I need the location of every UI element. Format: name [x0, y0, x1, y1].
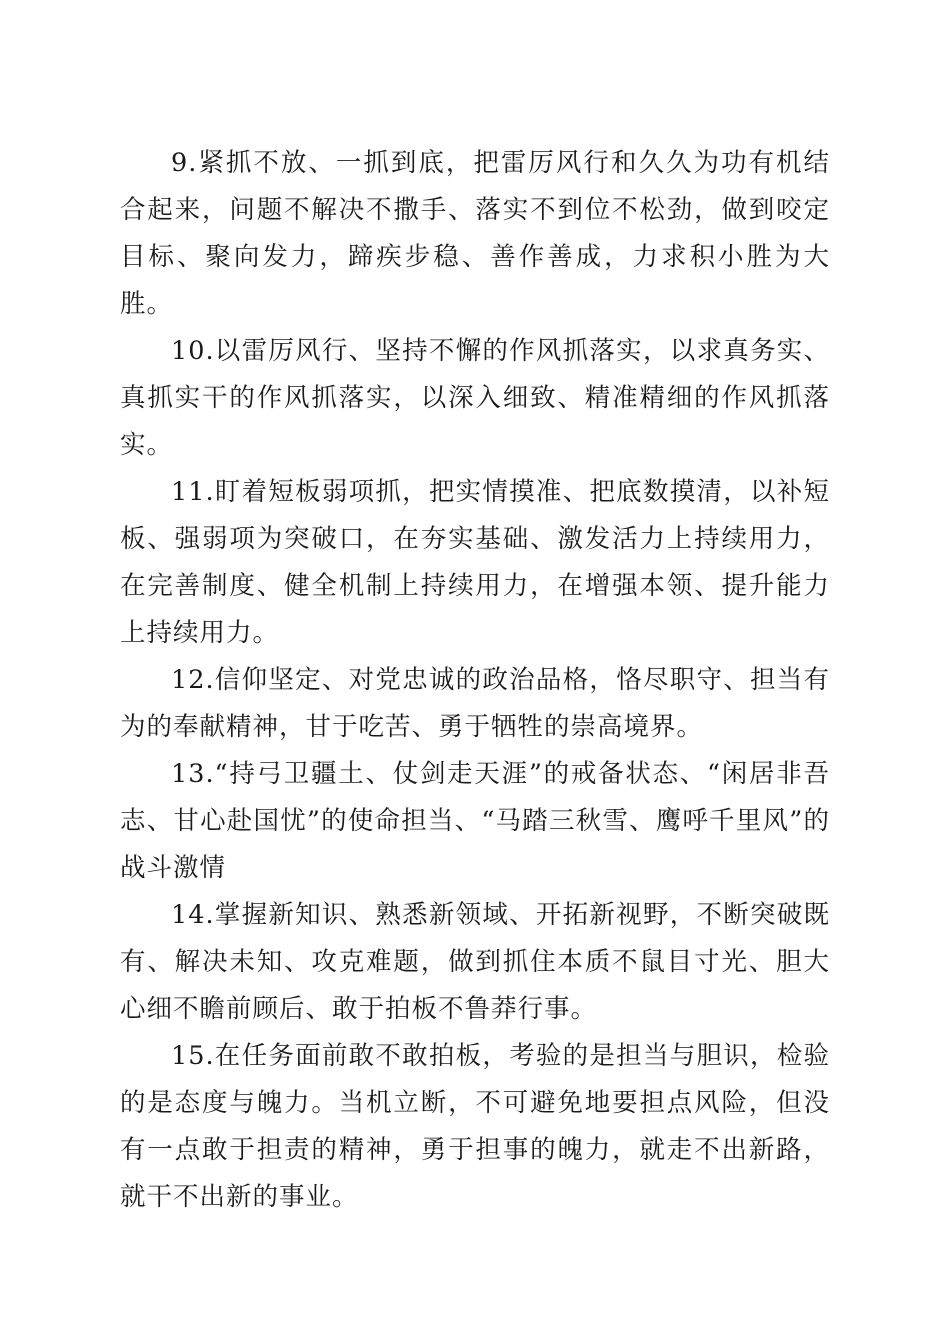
paragraph-9: 9.紧抓不放、一抓到底，把雷厉风行和久久为功有机结合起来，问题不解决不撒手、落实不到位不松劲，做到咬定目标、聚向发力，蹄疾步稳、善作善成，力求积小胜为大胜。	[120, 148, 830, 319]
paragraph-11: 11.盯着短板弱项抓，把实情摸准、把底数摸清，以补短板、强弱项为突破口，在夯实基础、激发活力上持续用力，在完善制度、健全机制上持续用力，在增强本领、提升能力上持续用力。	[120, 477, 830, 648]
document-body	[120, 140, 830, 1221]
paragraph-15: 15.在任务面前敢不敢拍板，考验的是担当与胆识，检验的是态度与魄力。当机立断，不可避免地要担点风险，但没有一点敢于担责的精神，勇于担事的魄力，就走不出新路，就干不出新的事业。	[120, 1041, 830, 1212]
paragraph-10: 10.以雷厉风行、坚持不懈的作风抓落实，以求真务实、真抓实干的作风抓落实，以深入细致、精准精细的作风抓落实。	[120, 336, 830, 460]
paragraph-12: 12.信仰坚定、对党忠诚的政治品格，恪尽职守、担当有为的奉献精神，甘于吃苦、勇于牺牲的崇高境界。	[120, 665, 830, 742]
paragraph-13: 13.“持弓卫疆土、仗剑走天涯”的戒备状态、“闲居非吾志、甘心赴国忧”的使命担当、“马踏三秋雪、鹰呼千里风”的战斗激情	[120, 759, 830, 883]
paragraph-14: 14.掌握新知识、熟悉新领域、开拓新视野，不断突破既有、解决未知、攻克难题，做到抓住本质不鼠目寸光、胆大心细不瞻前顾后、敢于拍板不鲁莽行事。	[120, 900, 830, 1024]
